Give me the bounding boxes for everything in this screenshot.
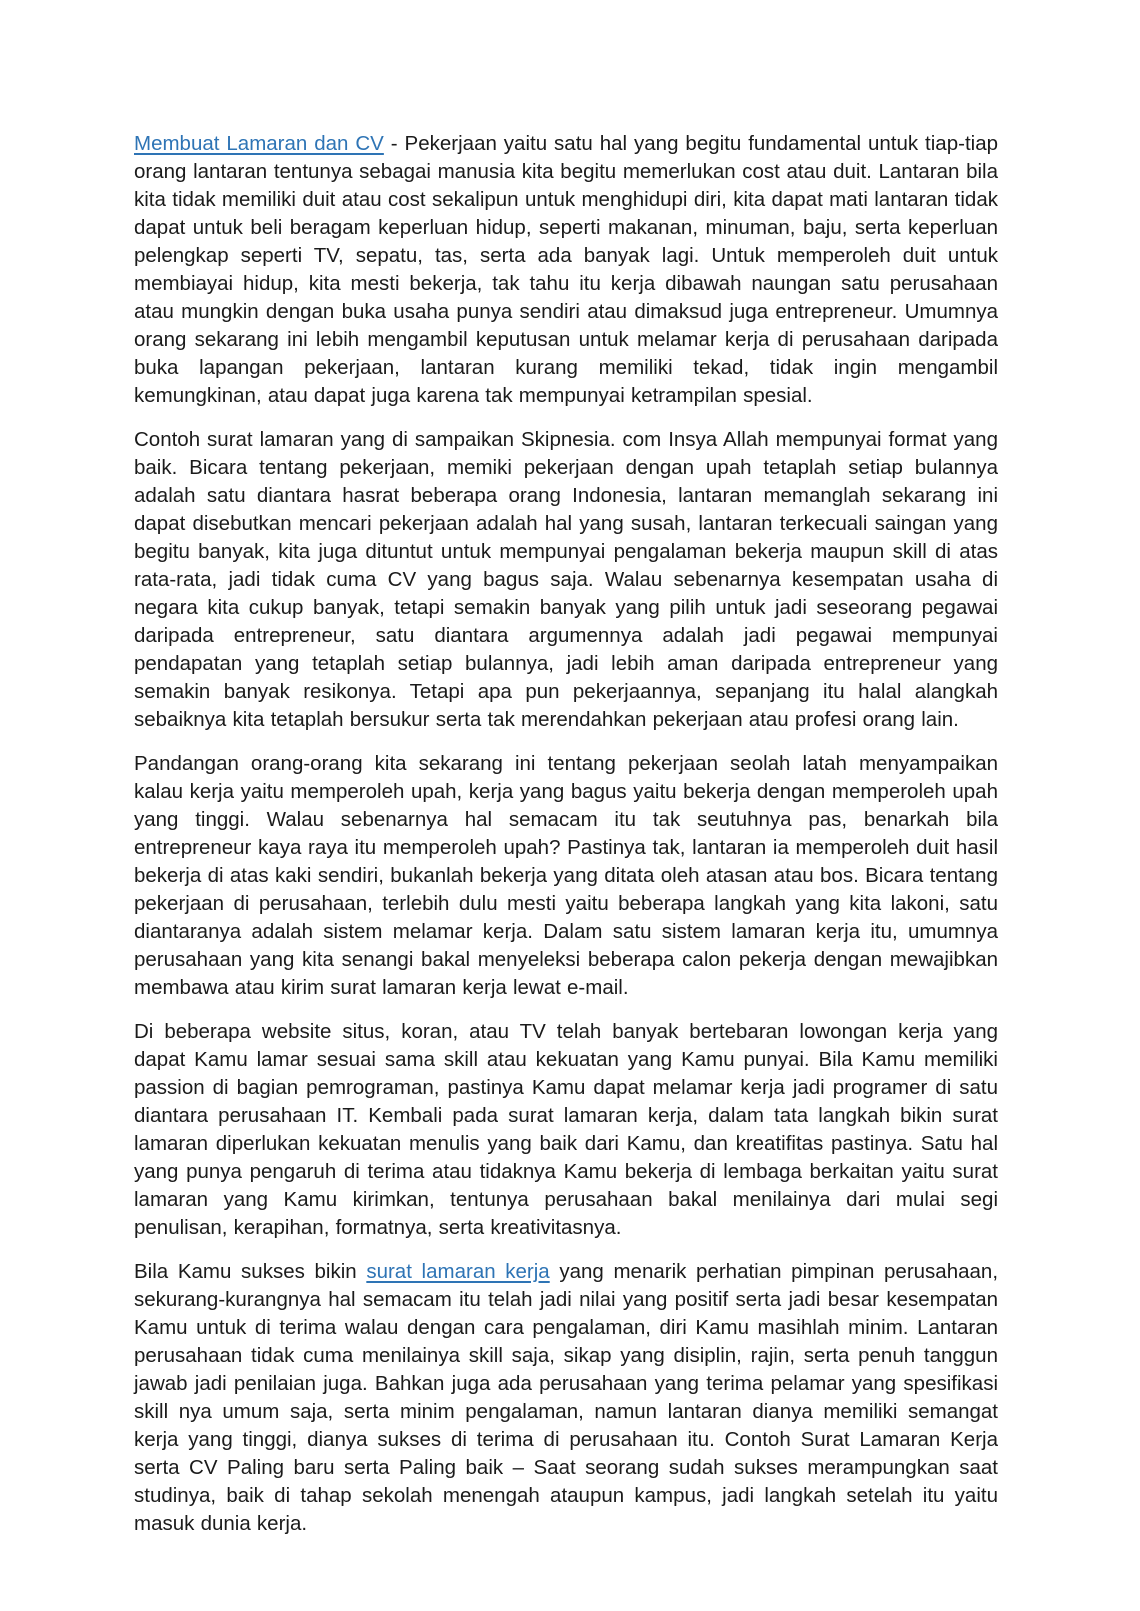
paragraph-intro — [134, 130, 998, 410]
link-membuat-lamaran-dan-cv[interactable]: Membuat Lamaran dan CV — [134, 132, 384, 155]
paragraph-penutup-text-after: yang menarik perhatian pimpinan perusahaan, sekurang-kurangnya hal semacam itu telah jadi nilai yang positif serta jadi besar kesempatan Kamu untuk di terima walau dengan cara pengalaman, diri Kamu masihlah minim. Lantaran perusahaan tidak cuma menilainya skill saja, sikap yang disiplin, rajin, serta penuh tanggun jawab jadi penilaian juga. Bahkan juga ada perusahaan yang terima pelamar yang spesifikasi skill nya umum saja, serta minim pengalaman, namun lantaran dianya memiliki semangat kerja yang tinggi, dianya sukses di terima di perusahaan itu. Contoh Surat Lamaran Kerja serta CV Paling baru serta Paling baik – Saat seorang sudah sukses merampungkan saat studinya, baik di tahap sekolah menengah ataupun kampus, jadi langkah setelah itu yaitu masuk dunia kerja. — [134, 1260, 999, 1535]
paragraph-lowongan: Di beberapa website situs, koran, atau TV telah banyak bertebaran lowongan kerja yang dapat Kamu lamar sesuai sama skill atau kekuatan yang Kamu punyai. Bila Kamu memiliki passion di bagian pemrograman, pastinya Kamu dapat melamar kerja jadi programer di satu diantara perusahaan IT. Kembali pada surat lamaran kerja, dalam tata langkah bikin surat lamaran diperlukan kekuatan menulis yang baik dari Kamu, dan kreatifitas pastinya. Satu hal yang punya pengaruh di terima atau tidaknya Kamu bekerja di lembaga berkaitan yaitu surat lamaran yang Kamu kirimkan, tentunya perusahaan bakal menilainya dari mulai segi penulisan, kerapihan, formatnya, serta kreativitasnya. — [134, 1020, 998, 1239]
paragraph-pandangan: Pandangan orang-orang kita sekarang ini tentang pekerjaan seolah latah menyampaikan kalau kerja yaitu memperoleh upah, kerja yang bagus yaitu bekerja dengan memperoleh upah yang tinggi. Walau sebenarnya hal semacam itu tak seutuhnya pas, benarkah bila entrepreneur kaya raya itu memperoleh upah? Pastinya tak, lantaran ia memperoleh duit hasil bekerja di atas kaki sendiri, bukanlah bekerja yang ditata oleh atasan atau bos. Bicara tentang pekerjaan di perusahaan, terlebih dulu mesti yaitu beberapa langkah yang kita lakoni, satu diantaranya adalah sistem melamar kerja. Dalam satu sistem lamaran kerja itu, umumnya perusahaan yang kita senangi bakal menyeleksi beberapa calon pekerja dengan mewajibkan membawa atau kirim surat lamaran kerja lewat e-mail. — [134, 752, 998, 999]
link-surat-lamaran-kerja[interactable]: surat lamaran kerja — [366, 1260, 550, 1283]
paragraph-penutup-text-before: Bila Kamu sukses bikin — [134, 1260, 367, 1283]
paragraph-intro-text: - Pekerjaan yaitu satu hal yang begitu fundamental untuk tiap-tiap orang lantaran tentunya sebagai manusia kita begitu memerlukan cost atau duit. Lantaran bila kita tidak memiliki duit atau cost sekalipun untuk menghidupi diri, kita dapat mati lantaran tidak dapat untuk beli beragam keperluan hidup, seperti makanan, minuman, baju, serta keperluan pelengkap seperti TV, sepatu, tas, serta ada banyak lagi. Untuk memperoleh duit untuk membiayai hidup, kita mesti bekerja, tak tahu itu kerja dibawah naungan satu perusahaan atau mungkin dengan buka usaha punya sendiri atau dimaksud juga entrepreneur. Umumnya orang sekarang ini lebih mengambil keputusan untuk melamar kerja di perusahaan daripada buka lapangan pekerjaan, lantaran kurang memiliki tekad, tidak ingin mengambil kemungkinan, atau dapat juga karena tak mempunyai ketrampilan spesial. — [134, 132, 998, 407]
paragraph-contoh-surat: Contoh surat lamaran yang di sampaikan Skipnesia. com Insya Allah mempunyai format yang baik. Bicara tentang pekerjaan, memiki pekerjaan dengan upah tetaplah setiap bulannya adalah satu diantara hasrat beberapa orang Indonesia, lantaran memanglah sekarang ini dapat disebutkan mencari pekerjaan adalah hal yang susah, lantaran terkecuali saingan yang begitu banyak, kita juga dituntut untuk mempunyai pengalaman bekerja maupun skill di atas rata-rata, jadi tidak cuma CV yang bagus saja. Walau sebenarnya kesempatan usaha di negara kita cukup banyak, tetapi semakin banyak yang pilih untuk jadi seseorang pegawai daripada entrepreneur, satu diantara argumennya adalah jadi pegawai mempunyai pendapatan yang tetaplah setiap bulannya, jadi lebih aman daripada entrepreneur yang semakin banyak resikonya. Tetapi apa pun pekerjaannya, sepanjang itu halal alangkah sebaiknya kita tetaplah bersukur serta tak merendahkan pekerjaan atau profesi orang lain. — [134, 428, 998, 731]
paragraph-penutup — [134, 1258, 998, 1538]
